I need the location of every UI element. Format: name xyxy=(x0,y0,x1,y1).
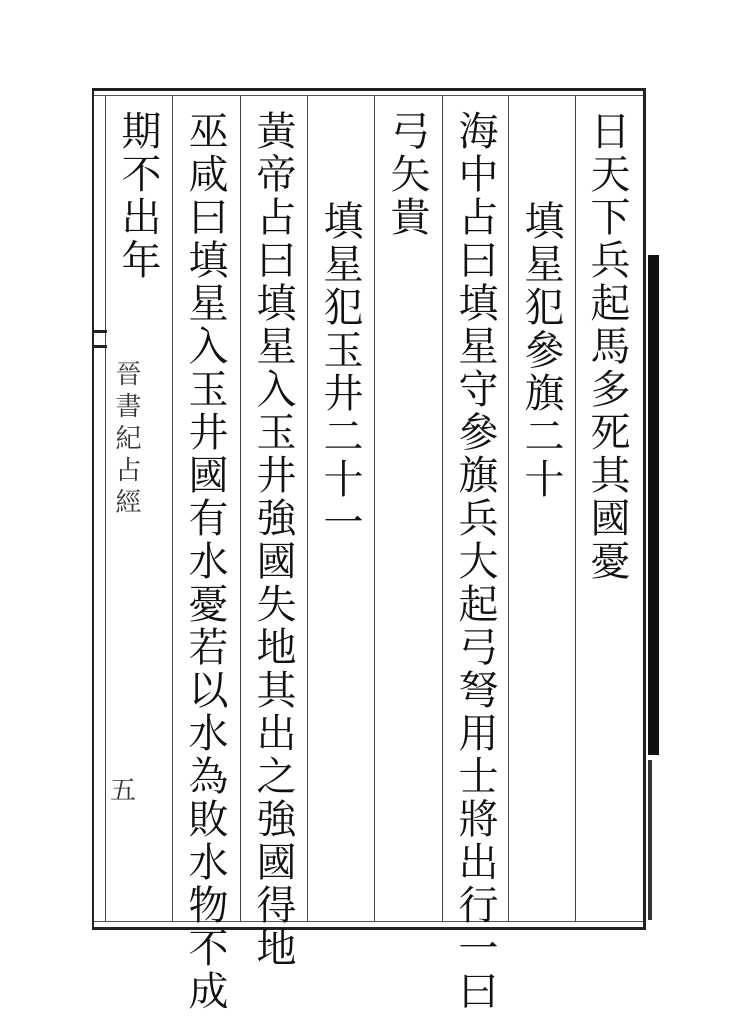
text-column-7: 巫咸曰填星入玉井國有水憂若以水為敗水物不成 xyxy=(182,110,228,1013)
frame-bottom-border xyxy=(92,927,645,930)
text-column-4: 弓矢貴 xyxy=(384,110,430,239)
frame-bottom-inner-border xyxy=(92,921,645,922)
binding-edge-lower xyxy=(648,760,652,920)
binding-edge xyxy=(648,255,659,755)
frame-top-border xyxy=(92,88,645,91)
column-divider xyxy=(105,96,106,921)
text-column-6: 黃帝占曰填星入玉井強國失地其出之強國得地 xyxy=(250,110,296,970)
text-column-5: 填星犯玉井二十一 xyxy=(317,200,363,544)
column-divider xyxy=(307,96,308,921)
text-column-1: 日天下兵起馬多死其國憂 xyxy=(584,110,630,583)
column-divider xyxy=(442,96,443,921)
text-column-2: 填星犯參旗二十 xyxy=(518,200,564,501)
fold-mark xyxy=(93,345,107,348)
column-divider xyxy=(240,96,241,921)
text-column-3: 海中占曰填星守參旗兵大起弓弩用士將出行一曰 xyxy=(452,110,498,1013)
column-divider xyxy=(575,96,576,921)
margin-page-number: 五 xyxy=(110,776,137,806)
frame-left-border xyxy=(92,88,94,930)
frame-right-border xyxy=(643,88,646,930)
text-column-8: 期不出年 xyxy=(115,110,161,282)
column-divider xyxy=(508,96,509,921)
column-divider xyxy=(172,96,173,921)
frame-top-inner-border xyxy=(92,95,645,96)
fold-mark xyxy=(93,330,107,333)
column-divider xyxy=(374,96,375,921)
margin-title: 晉書紀占經 xyxy=(111,360,141,520)
